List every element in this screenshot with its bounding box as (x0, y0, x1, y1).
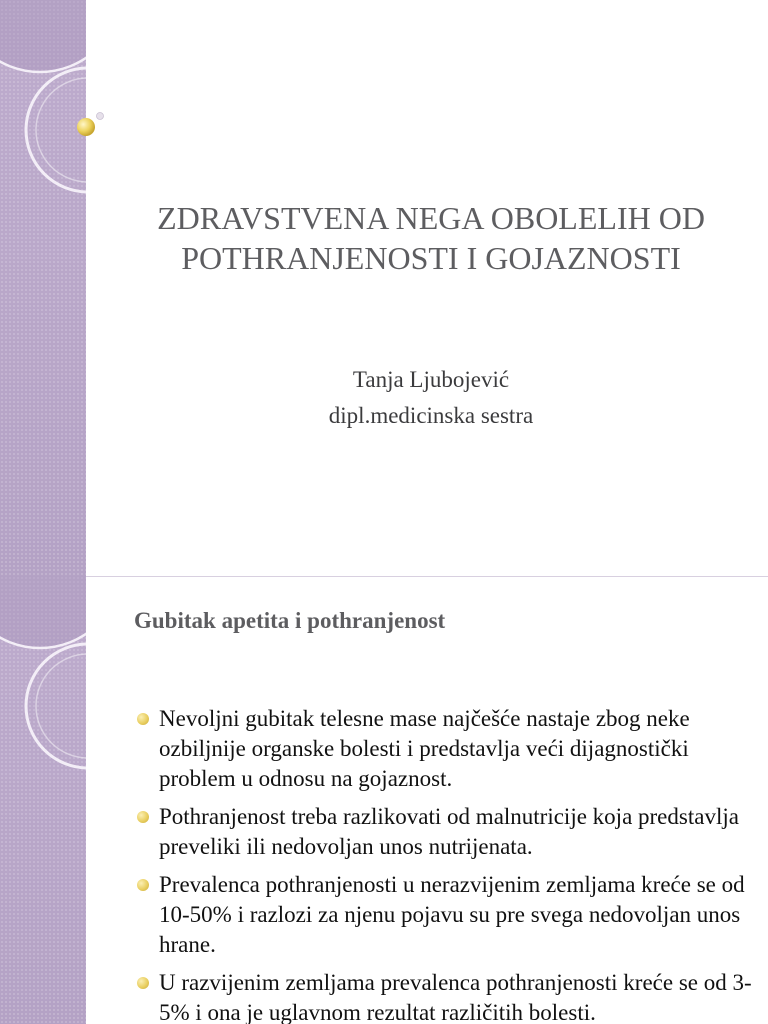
decorative-side-band (0, 576, 86, 1024)
bullet-icon (137, 713, 149, 725)
slide-divider (0, 576, 768, 577)
presentation-title: ZDRAVSTVENA NEGA OBOLELIH OD POTHRANJENOSTI I GOJAZNOSTI (157, 200, 705, 276)
author-name: Tanja Ljubojević (352, 367, 510, 392)
bullet-text: Nevoljni gubitak telesne mase najčešće nastaje zbog neke ozbiljnije organske bolesti i predstavlja veći dijagnostički problem u odnosu na gojaznost. (159, 706, 690, 791)
decorative-dots (0, 0, 120, 160)
bullet-list (134, 704, 752, 1024)
decorative-circles (0, 576, 86, 1024)
bullet-text: Prevalenca pothranjenosti u nerazvijenim zemljama kreće se od 10-50% i razlozi za njenu pojavu su pre svega nedovoljan unos hrane. (159, 872, 745, 957)
list-item (134, 704, 752, 794)
slide-heading: Gubitak apetita i pothranjenost (134, 608, 446, 633)
bullet-text: Pothranjenost treba razlikovati od malnutricije koja predstavlja preveliki ili nedovoljan unos nutrijenata. (159, 804, 739, 859)
author-role: dipl.medicinska sestra (328, 403, 534, 428)
bullet-text: U razvijenim zemljama prevalenca pothranjenosti kreće se od 3-5% i ona je uglavnom rezultat različitih bolesti. (159, 970, 752, 1024)
small-dot-icon (97, 113, 104, 120)
bullet-icon (137, 811, 149, 823)
list-item (134, 870, 752, 960)
bullet-icon (137, 977, 149, 989)
content-slide (0, 576, 768, 1024)
list-item (134, 968, 752, 1024)
bullet-icon (137, 879, 149, 891)
list-item (134, 802, 752, 862)
author-block (100, 362, 762, 434)
gold-dot-icon (77, 118, 95, 136)
